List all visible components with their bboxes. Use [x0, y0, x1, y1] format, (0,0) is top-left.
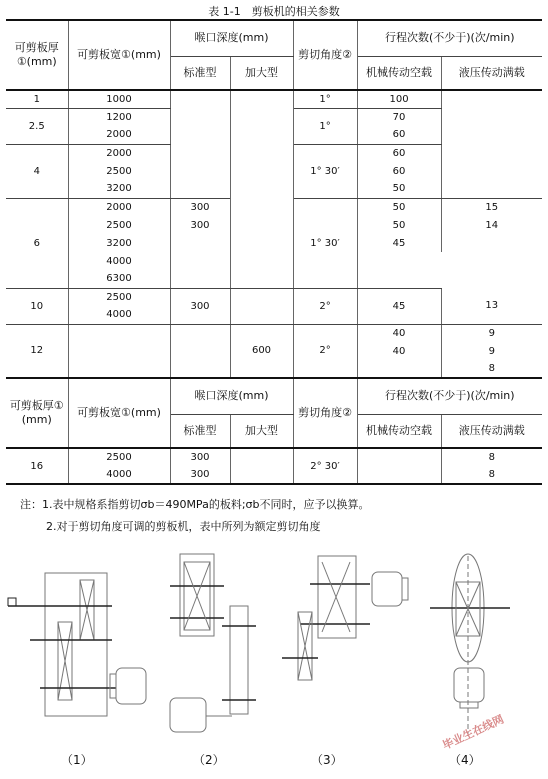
width-cell: 2000: [68, 198, 170, 216]
hyd-cell: 14: [485, 219, 499, 231]
diagram-4: [430, 554, 510, 736]
hyd-cell: [441, 90, 542, 198]
table-notes: [20, 494, 369, 538]
width-cell: 2500: [68, 288, 170, 306]
header-strokes: 行程次数(不少于)(次/min): [357, 378, 542, 414]
angle-cell: 2° 30′: [293, 448, 357, 484]
throat-std-cell: 300: [170, 288, 230, 324]
throat-std-cell: [170, 252, 230, 270]
note-line-2: 2.对于剪切角度可调的剪板机，表中所列为额定剪切角度: [46, 520, 321, 533]
width-cell: 4000: [68, 252, 170, 270]
header-angle: 剪切角度②: [293, 20, 357, 90]
mech-cell: 60: [357, 144, 441, 162]
hyd-cell: 15: [441, 198, 542, 216]
width-cell: [68, 324, 170, 378]
header-throat-big: 加大型: [230, 414, 293, 448]
header-throat: 喉口深度(mm): [170, 20, 293, 56]
hyd-cell: [357, 252, 441, 270]
mech-cell: 50: [357, 216, 441, 234]
width-cell: 2000: [68, 144, 170, 162]
thickness-cell: 12: [6, 324, 68, 378]
mech-cell: 40: [357, 342, 441, 360]
header-throat-std: 标准型: [170, 414, 230, 448]
throat-std-cell: [170, 324, 230, 378]
throat-std-cell: 300: [170, 198, 230, 216]
mech-cell: 40: [357, 324, 441, 342]
width-cell: 3200: [68, 180, 170, 198]
thickness-cell: 4: [6, 144, 68, 198]
angle-cell: 1° 30′: [293, 144, 357, 198]
watermark: 毕业生在线网: [440, 712, 506, 753]
mech-cell: [230, 270, 293, 288]
mech-cell: 60: [357, 126, 441, 144]
angle-cell: 1°: [293, 90, 357, 108]
table-row: [6, 288, 542, 306]
parameter-table: [6, 19, 542, 485]
width-cell: 2500: [68, 448, 170, 466]
thickness-cell: 10: [6, 288, 68, 324]
hyd-cell: 8: [441, 360, 542, 378]
mech-cell: 50: [357, 180, 441, 198]
header-throat: 喉口深度(mm): [170, 378, 293, 414]
width-cell: 6300: [68, 270, 170, 288]
header-strokes-hyd: 液压传动满载: [441, 56, 542, 90]
header-strokes: 行程次数(不少于)(次/min): [357, 20, 542, 56]
diagram-2: [170, 554, 256, 732]
mech-cell: [230, 252, 293, 270]
width-cell: 1200: [68, 108, 170, 126]
throat-std-cell: [170, 234, 230, 252]
hyd-cell: 13: [441, 288, 542, 324]
header-thickness: 可剪板厚① (mm): [6, 378, 68, 448]
header-throat-big: 加大型: [230, 56, 293, 90]
thickness-cell: 16: [6, 448, 68, 484]
throat-big-cell: [230, 448, 293, 484]
header-throat-std: 标准型: [170, 56, 230, 90]
caption-3: （3）: [311, 753, 343, 767]
caption-4: （4）: [449, 753, 481, 767]
hyd-cell: 9: [488, 345, 495, 357]
header-strokes-hyd: 液压传动满载: [441, 414, 542, 448]
hyd-cell: 8: [441, 448, 542, 466]
table-row: [6, 252, 542, 270]
caption-2: （2）: [193, 753, 225, 767]
width-cell: 1000: [68, 90, 170, 108]
thickness-cell: 6: [6, 198, 68, 288]
header-thickness: 可剪板厚①(mm): [6, 20, 68, 90]
width-cell: 3200: [68, 234, 170, 252]
hyd-cell: [441, 234, 542, 252]
throat-std-cell: 300: [170, 448, 230, 466]
throat-big-cell: [230, 288, 293, 324]
angle-cell: 1° 30′: [293, 198, 357, 288]
angle-cell: 2°: [293, 324, 357, 378]
hyd-cell: 9: [488, 327, 495, 339]
table-row: [6, 90, 542, 108]
table-row: [6, 324, 542, 342]
mech-cell: 70: [357, 108, 441, 126]
thickness-cell: 2.5: [6, 108, 68, 144]
mech-cell: 50: [357, 198, 441, 216]
width-cell: 2500: [68, 162, 170, 180]
width-cell: 4000: [68, 466, 170, 484]
header-strokes-mech: 机械传动空载: [357, 56, 441, 90]
throat-std-cell: 300: [170, 466, 230, 484]
width-cell: 2000: [68, 126, 170, 144]
hyd-cell: 8: [441, 466, 542, 484]
angle-cell: 2°: [293, 288, 357, 324]
note-line-1: 注：1.表中规格系指剪切σb＝490MPa的板料;σb不同时，应予以换算。: [20, 498, 370, 511]
header-strokes-mech: 机械传动空载: [357, 414, 441, 448]
header-angle: 剪切角度②: [293, 378, 357, 448]
table-row: [6, 270, 542, 288]
mech-cell: [357, 448, 441, 484]
mech-cell: 100: [357, 90, 441, 108]
throat-std-cell: 300: [170, 216, 230, 234]
table-row: [6, 448, 542, 466]
mech-cell: 45: [357, 234, 441, 252]
header-width: 可剪板宽①(mm): [68, 20, 170, 90]
width-cell: 4000: [68, 306, 170, 324]
table-title: 表 1-1 剪板机的相关参数: [208, 5, 340, 18]
hyd-cell: [357, 270, 441, 288]
throat-big-cell: [230, 90, 293, 252]
mech-cell: 60: [357, 162, 441, 180]
caption-1: （1）: [61, 753, 93, 767]
mech-cell: [357, 360, 441, 378]
mech-cell: 45: [357, 288, 441, 324]
header-width: 可剪板宽①(mm): [68, 378, 170, 448]
throat-std-cell: [170, 270, 230, 288]
diagram-1: [8, 573, 146, 716]
diagram-3: [282, 556, 408, 680]
throat-std-cell: [170, 90, 230, 198]
throat-big-cell: 600: [230, 324, 293, 378]
thickness-cell: 1: [6, 90, 68, 108]
angle-cell: 1°: [293, 108, 357, 144]
width-cell: 2500: [68, 216, 170, 234]
